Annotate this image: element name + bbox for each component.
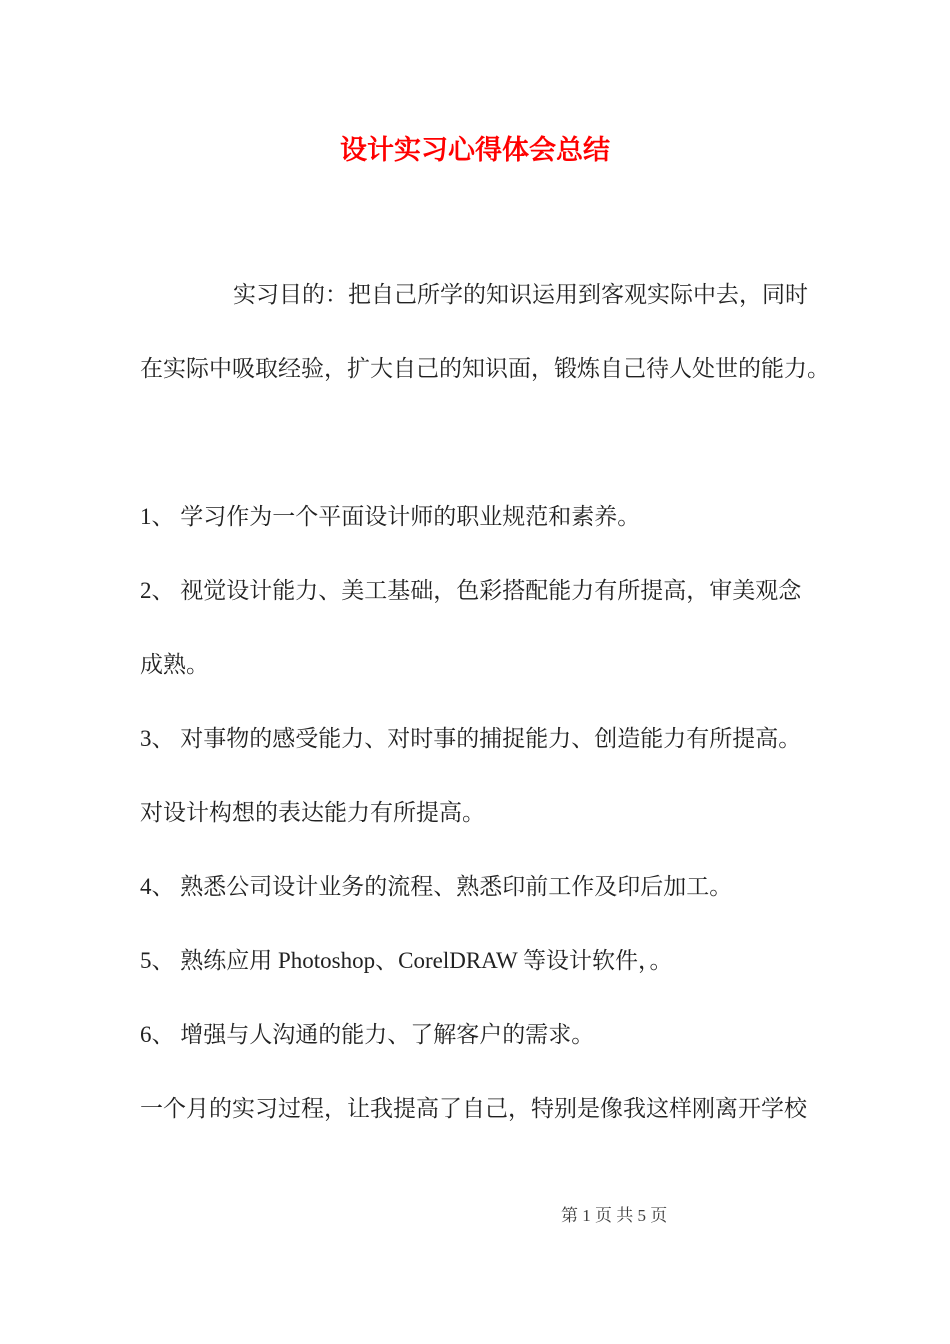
document-title: 设计实习心得体会总结: [340, 135, 610, 165]
text-line: 成熟。: [140, 652, 209, 677]
page-number-text: 第 1 页 共 5 页: [561, 1206, 668, 1225]
text-line: [140, 406, 830, 480]
text-line: 一个月的实习过程，让我提高了自己，特别是像我这样刚离开学校: [140, 1096, 807, 1121]
document-body: [140, 258, 830, 1146]
text-line: 在实际中吸取经验，扩大自己的知识面，锻炼自己待人处世的能力。: [140, 356, 830, 381]
text-line: 1、 学习作为一个平面设计师的职业规范和素养。: [140, 504, 641, 529]
text-line: 5、 熟练应用 Photoshop、CorelDRAW 等设计软件，。: [140, 948, 673, 973]
page-footer: [561, 1204, 667, 1228]
text-line: 4、 熟悉公司设计业务的流程、熟悉印前工作及印后加工。: [140, 874, 733, 899]
text-line: 2、 视觉设计能力、美工基础，色彩搭配能力有所提高，审美观念: [140, 578, 802, 603]
text-line: 6、 增强与人沟通的能力、了解客户的需求。: [140, 1022, 595, 1047]
text-line: 实习目的：把自己所学的知识运用到客观实际中去，同时: [233, 282, 808, 307]
text-line: 3、 对事物的感受能力、对时事的捕捉能力、创造能力有所提高。: [140, 726, 802, 751]
text-line: 对设计构想的表达能力有所提高。: [140, 800, 485, 825]
